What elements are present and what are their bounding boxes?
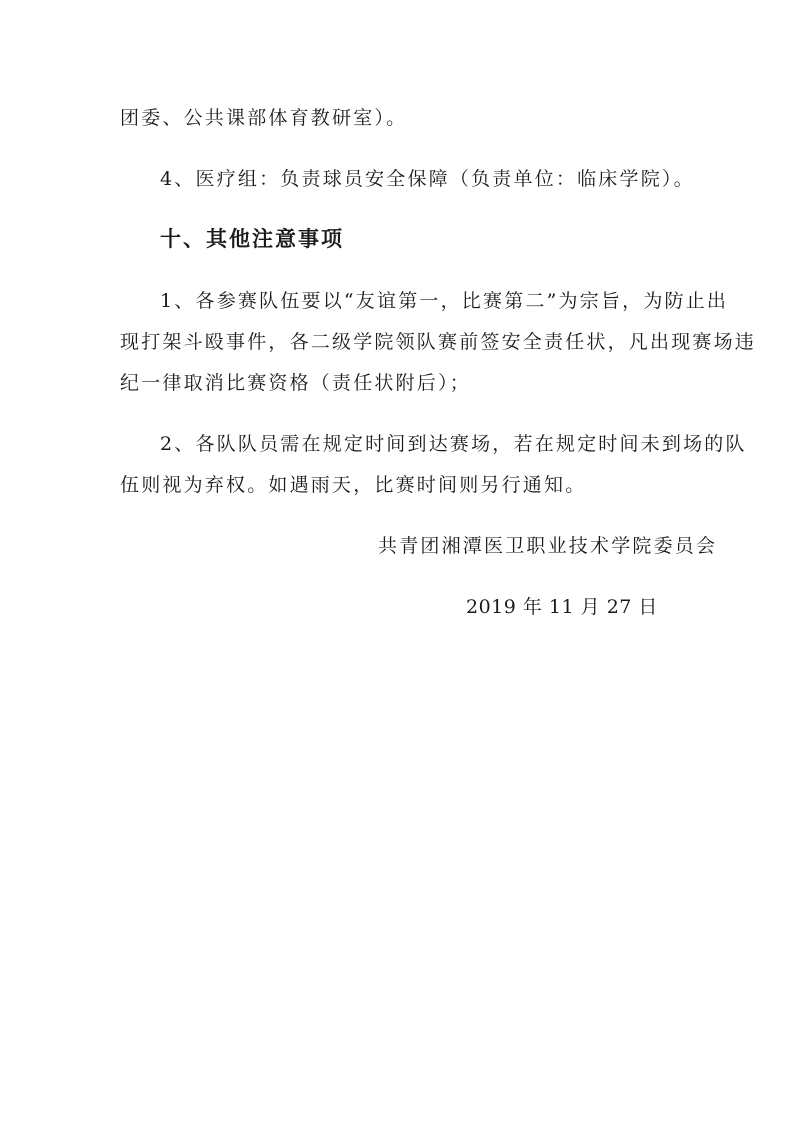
paragraph-continuation: 团委、公共课部体育教研室）。 bbox=[120, 107, 408, 129]
paragraph-medical-group: 4、医疗组：负责球员安全保障（负责单位：临床学院）。 bbox=[160, 168, 695, 190]
item1-line1: 1、各参赛队伍要以“友谊第一，比赛第二”为宗旨，为防止出 bbox=[160, 290, 729, 312]
section-heading-other-notes: 十、其他注意事项 bbox=[160, 227, 344, 251]
item1-line2: 现打架斗殴事件，各二级学院领队赛前签安全责任状，凡出现赛场违 bbox=[120, 331, 757, 353]
signature-date: 2019 年 11 月 27 日 bbox=[466, 596, 658, 618]
item1-line3: 纪一律取消比赛资格（责任状附后）； bbox=[120, 372, 471, 394]
signature-organization: 共青团湘潭医卫职业技术学院委员会 bbox=[378, 535, 718, 557]
item2-line2: 伍则视为弃权。如遇雨天，比赛时间则另行通知。 bbox=[120, 474, 587, 496]
item2-line1: 2、各队队员需在规定时间到达赛场，若在规定时间未到场的队 bbox=[160, 433, 747, 455]
